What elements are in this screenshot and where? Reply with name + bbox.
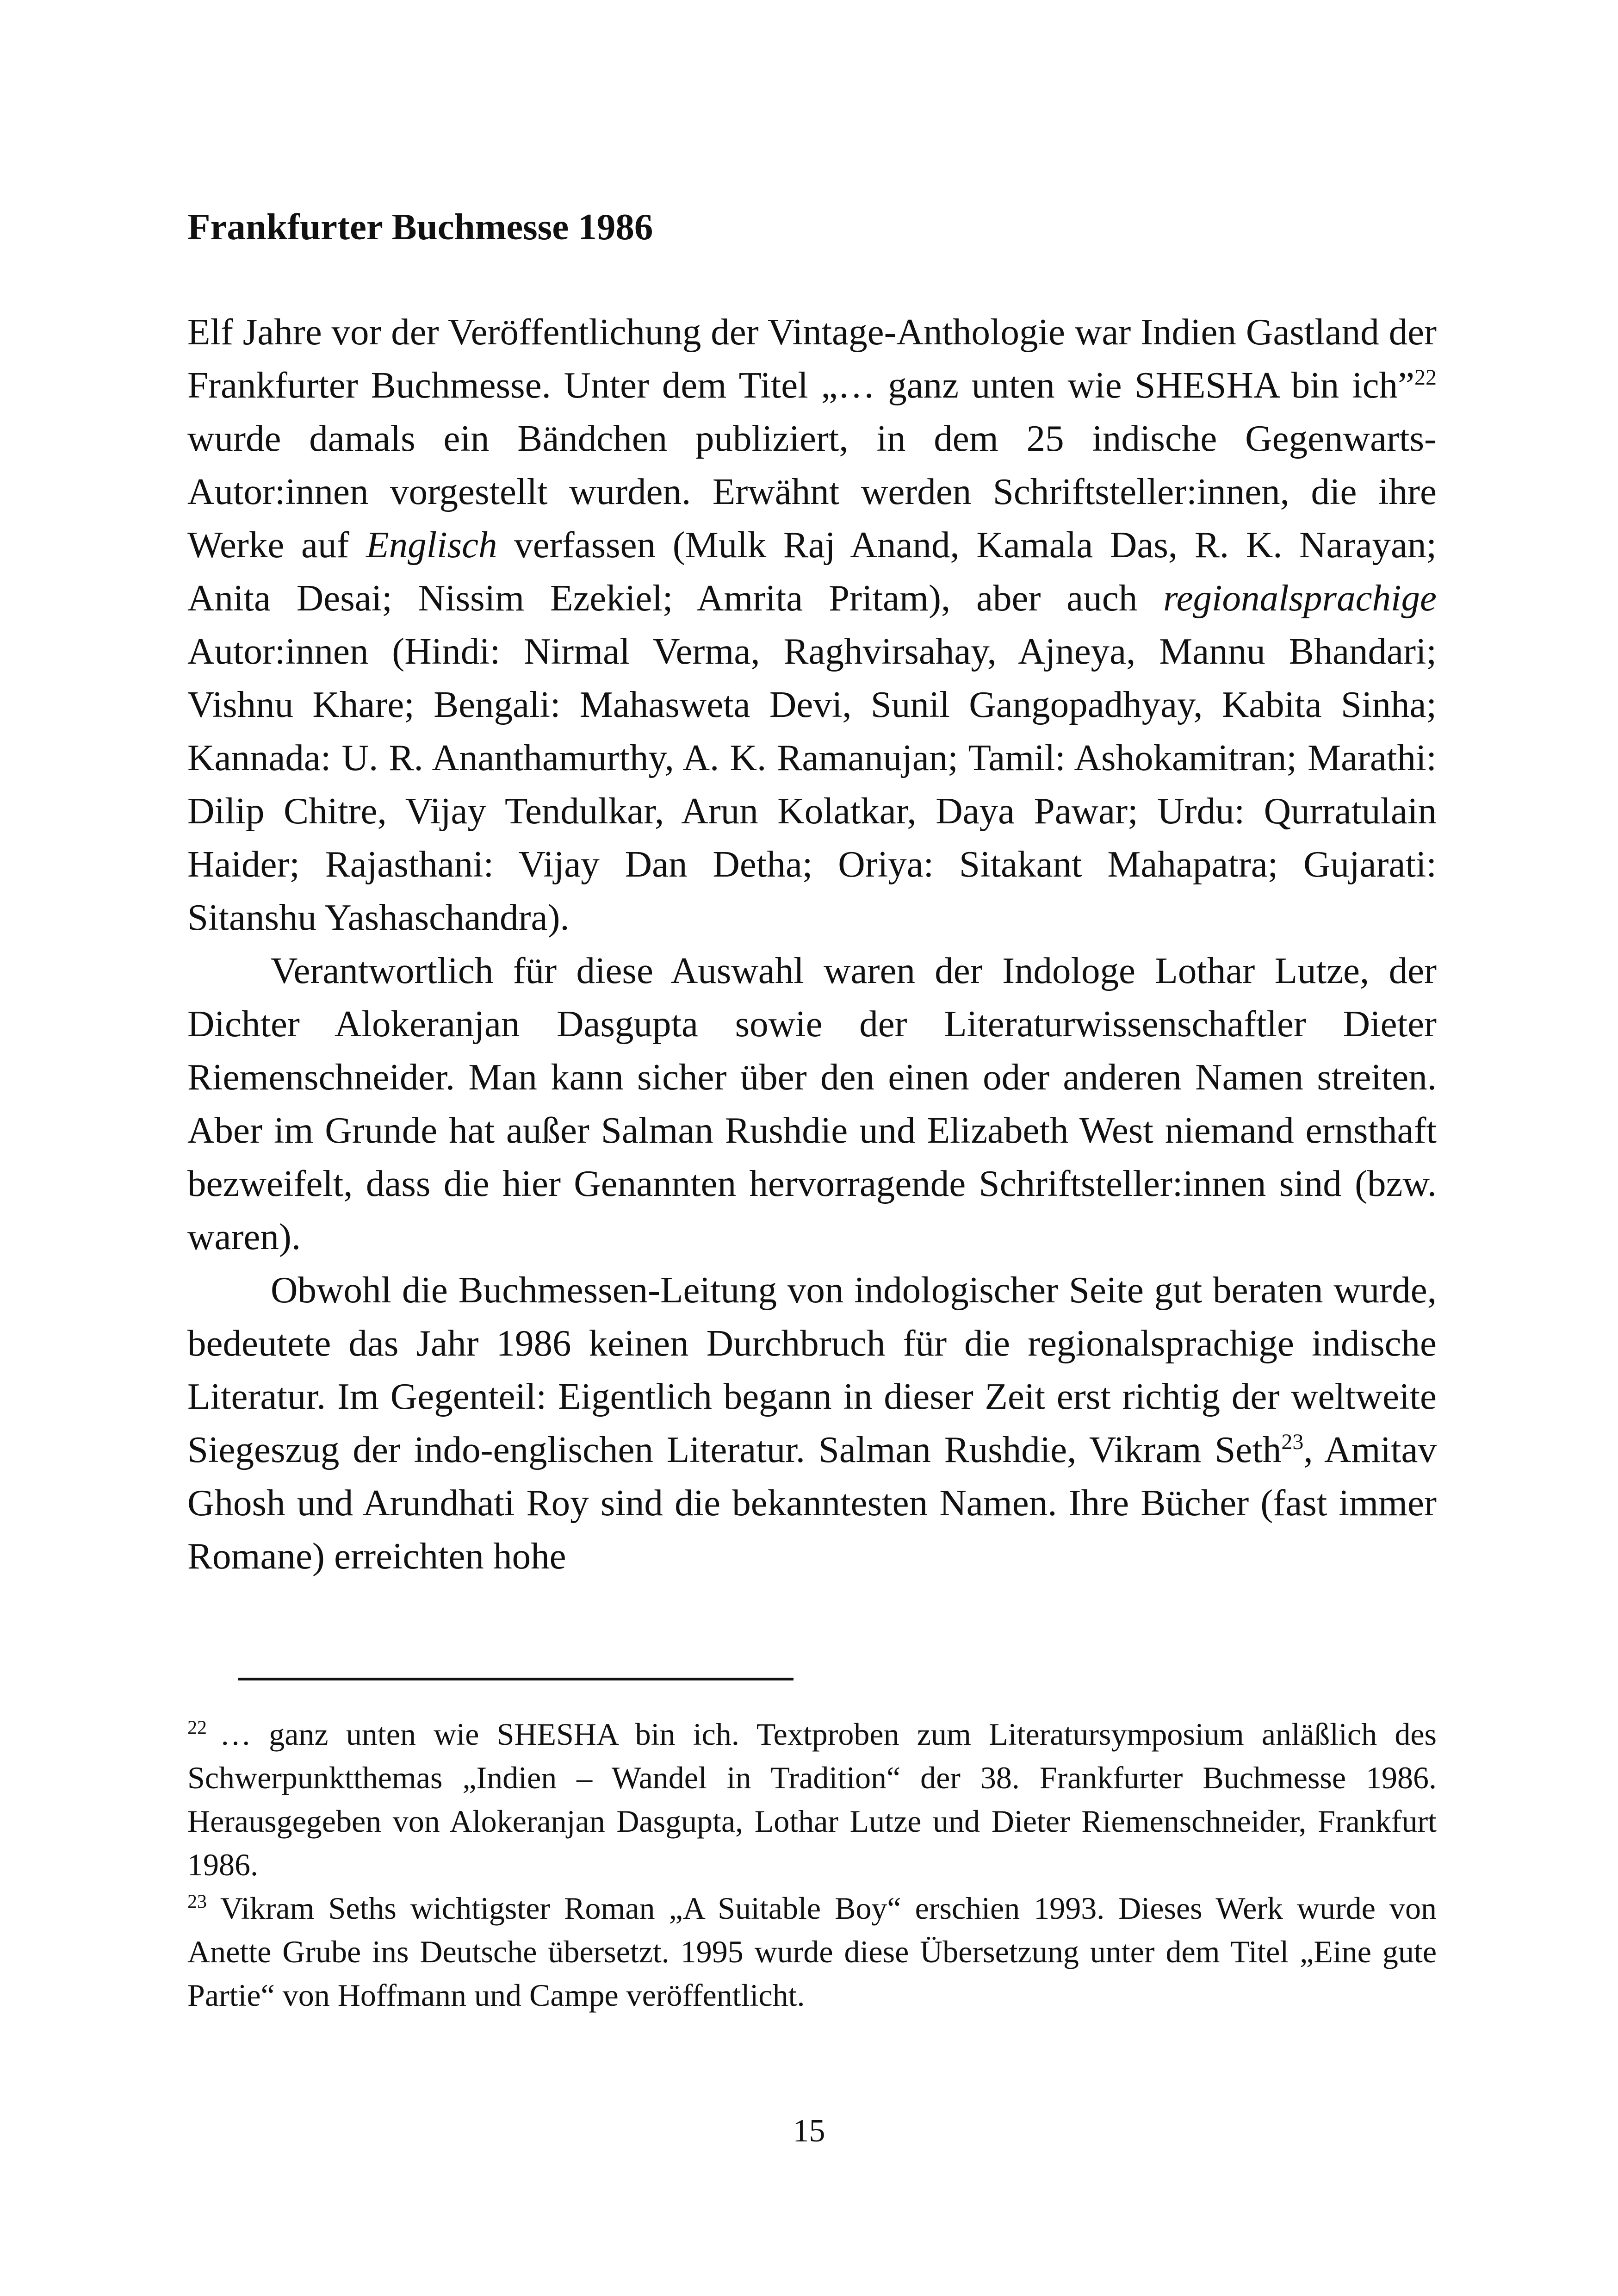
page-body [187,204,1437,1583]
body-text [187,305,1437,1583]
paragraph-1-text-c: verfassen (Mulk Raj Anand, Kamala Das, R. K. Narayan; Anita Desai; Nissim Ezekiel; Amrita Pritam), aber auch [187,524,1437,619]
paragraph-1 [187,305,1437,944]
footnotes [187,1712,1437,2017]
paragraph-3 [187,1263,1437,1583]
footnote-23 [187,1886,1437,2017]
section-heading: Frankfurter Buchmesse 1986 [187,206,653,248]
footnote-number-23: 23 [187,1891,207,1913]
footnote-number-22: 22 [187,1717,207,1739]
footnote-ref-23[interactable]: 23 [1281,1430,1304,1454]
paragraph-3-text-b: , Amitav Ghosh und Arundhati Roy sind die bekanntesten Namen. Ihre Bücher (fast immer Romane) erreichten hohe [187,1429,1437,1577]
paragraph-3-text-a: Obwohl die Buchmessen-Leitung von indologischer Seite gut beraten wurde, bedeutete das Jahr 1986 keinen Durchbruch für die regionalsprachige indische Literatur. Im Gegenteil: Eigentlich begann in dieser Zeit erst richtig der weltweite Siegeszug der indo-englischen Literatur. Salman Rushdie, Vikram Seth [187,1269,1437,1470]
footnote-23-text: Vikram Seths wichtigster Roman „A Suitable Boy“ erschien 1993. Dieses Werk wurde von Anette Grube ins Deutsche übersetzt. 1995 wurde diese Übersetzung unter dem Titel „Eine gute Partie“ von Hoffmann und Campe veröffentlicht. [187,1891,1437,2013]
footnote-separator [238,1678,794,1680]
paragraph-1-text-d: Autor:innen (Hindi: Nirmal Verma, Raghvirsahay, Ajneya, Mannu Bhandari; Vishnu Khare; Bengali: Mahasweta Devi, Sunil Gangopadhyay, Kabita Sinha; Kannada: U. R. Ananthamurthy, A. K. Ramanujan; Tamil: Ashokamitran; Marathi: Dilip Chitre, Vijay Tendulkar, Arun Kolatkar, Daya Pawar; Urdu: Qurratulain Haider; Rajasthani: Vijay Dan Detha; Oriya: Sitakant Mahapatra; Gujarati: Sitanshu Yashaschandra). [187,630,1437,938]
paragraph-2: Verantwortlich für diese Auswahl waren der Indologe Lothar Lutze, der Dichter Alokeranjan Dasgupta sowie der Literaturwissenschaftler Dieter Riemenschneider. Man kann sicher über den einen oder anderen Namen streiten. Aber im Grunde hat außer Salman Rushdie und Elizabeth West niemand ernsthaft bezweifelt, dass die hier Genannten hervorragende Schriftsteller:innen sind (bzw. waren). [187,950,1437,1257]
paragraph-1-text-b: wurde damals ein Bändchen publiziert, in dem 25 indische Gegenwarts-Autor:innen vorgestellt wurden. Erwähnt werden Schriftsteller:innen, die ihre Werke auf [187,417,1437,566]
paragraph-1-text-a: Elf Jahre vor der Veröffentlichung der Vintage-Anthologie war Indien Gastland der Frankfurter Buchmesse. Unter dem Titel „… ganz unten wie SHESHA bin ich” [187,311,1437,406]
footnote-22-text: … ganz unten wie SHESHA bin ich. Textproben zum Literatursymposium anläßlich des Schwerpunktthemas „Indien – Wandel in Tradition“ der 38. Frankfurter Buchmesse 1986. Herausgegeben von Alokeranjan Dasgupta, Lothar Lutze und Dieter Riemenschneider, Frankfurt 1986. [187,1717,1437,1882]
emphasis-englisch: Englisch [366,524,497,566]
footnote-ref-22[interactable]: 22 [1414,365,1437,390]
footnote-22 [187,1712,1437,1886]
page-number: 15 [793,2113,825,2149]
emphasis-regionalsprachige: regionalsprachige [1163,577,1437,619]
